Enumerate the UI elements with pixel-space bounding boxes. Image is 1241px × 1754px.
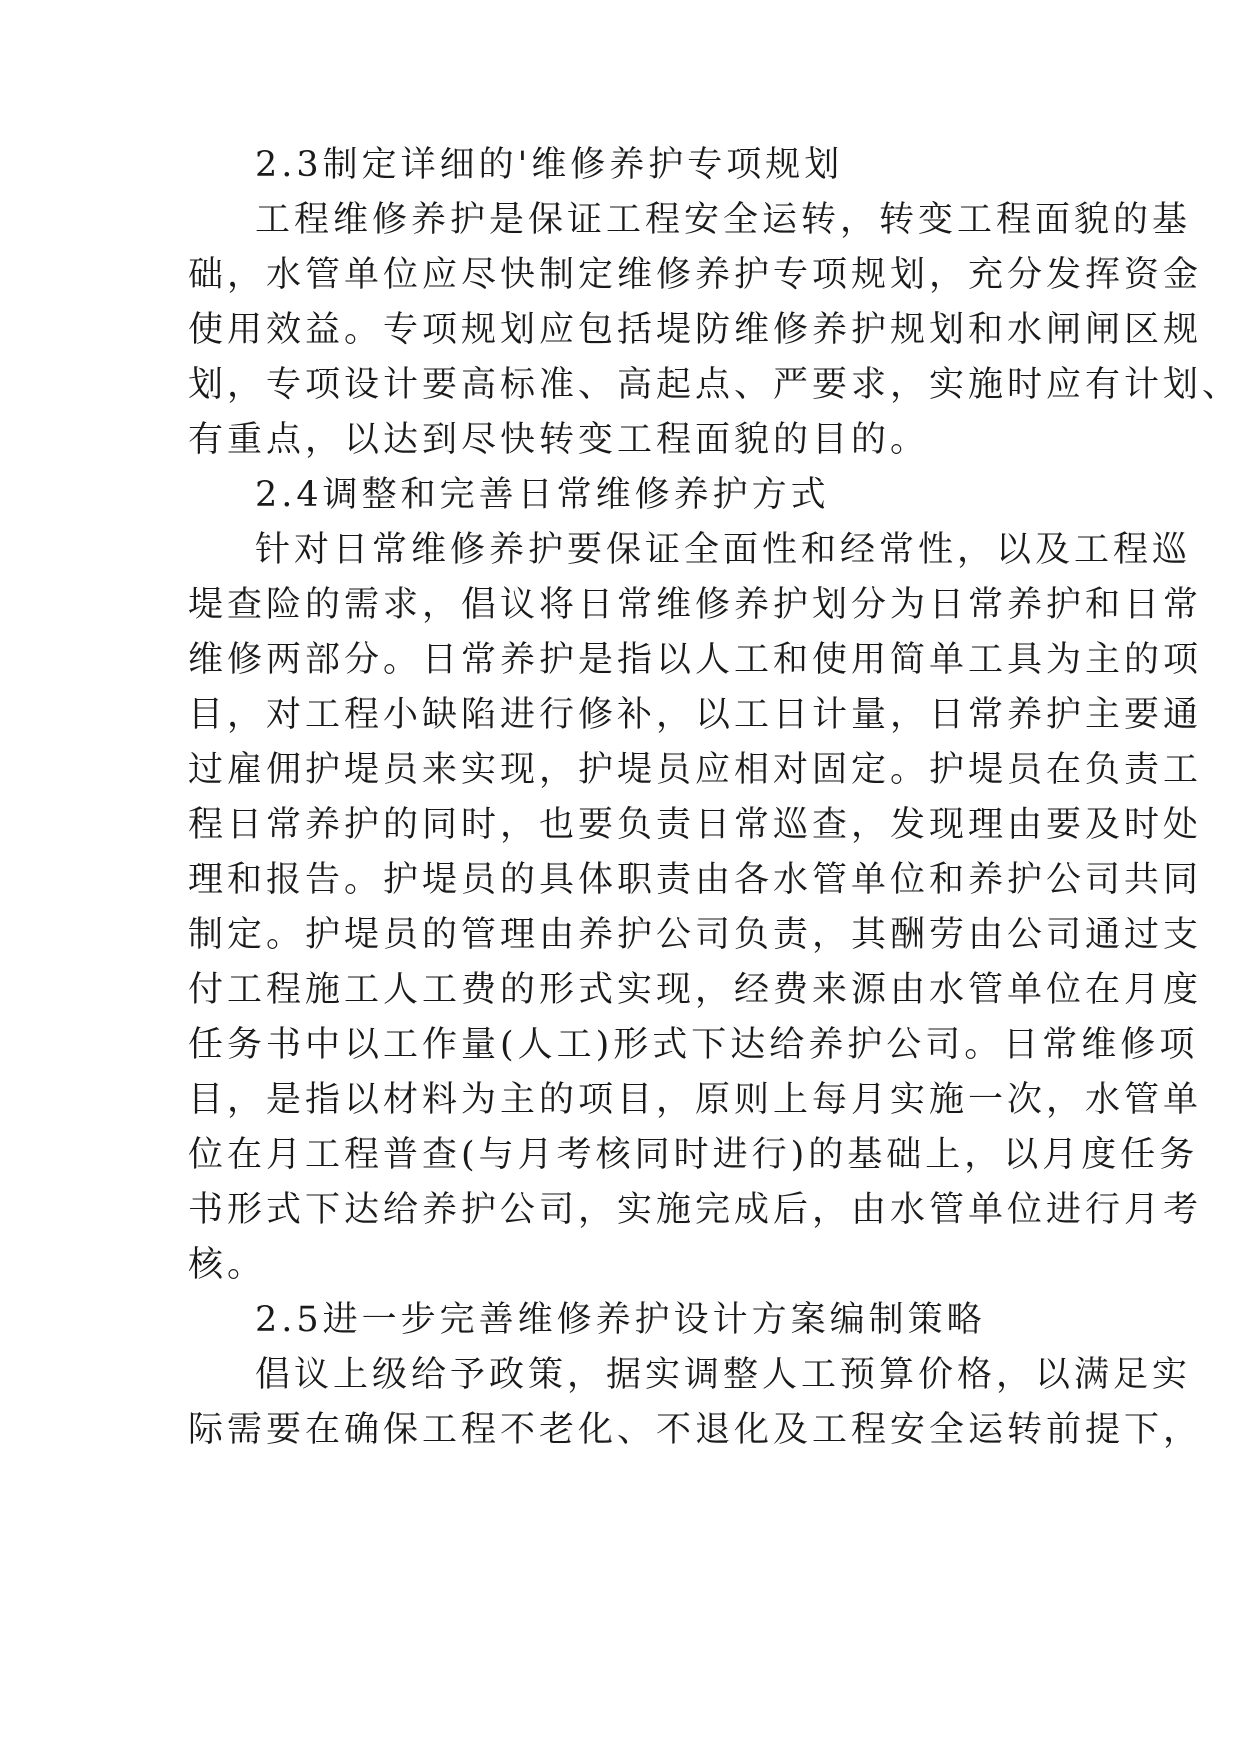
paragraph-line: 过雇佣护堤员来实现，护堤员应相对固定。护堤员在负责工 <box>188 750 1203 790</box>
paragraph-line: 工程维修养护是保证工程安全运转，转变工程面貌的基 <box>255 200 1192 240</box>
paragraph-line: 针对日常维修养护要保证全面性和经常性，以及工程巡 <box>255 530 1192 570</box>
paragraph-line: 任务书中以工作量(人工)形式下达给养护公司。日常维修项 <box>188 1025 1199 1065</box>
paragraph-line: 维修两部分。日常养护是指以人工和使用简单工具为主的项 <box>188 640 1203 680</box>
section-heading-2-5: 2.5进一步完善维修养护设计方案编制策略 <box>255 1300 986 1340</box>
paragraph-line: 理和报告。护堤员的具体职责由各水管单位和养护公司共同 <box>188 860 1203 900</box>
paragraph-line: 目，是指以材料为主的项目，原则上每月实施一次，水管单 <box>188 1080 1203 1120</box>
paragraph-line: 划，专项设计要高标准、高起点、严要求，实施时应有计划、 <box>188 365 1241 405</box>
paragraph-line: 目，对工程小缺陷进行修补，以工日计量，日常养护主要通 <box>188 695 1203 735</box>
paragraph-line: 础，水管单位应尽快制定维修养护专项规划，充分发挥资金 <box>188 255 1203 295</box>
paragraph-line: 有重点，以达到尽快转变工程面貌的目的。 <box>188 420 930 460</box>
section-heading-2-3: 2.3制定详细的'维修养护专项规划 <box>255 145 844 185</box>
paragraph-line: 际需要在确保工程不老化、不退化及工程安全运转前提下， <box>188 1410 1203 1450</box>
section-heading-2-4: 2.4调整和完善日常维修养护方式 <box>255 475 830 515</box>
paragraph-line: 堤查险的需求，倡议将日常维修养护划分为日常养护和日常 <box>188 585 1203 625</box>
paragraph-line: 倡议上级给予政策，据实调整人工预算价格，以满足实 <box>255 1355 1192 1395</box>
paragraph-line: 制定。护堤员的管理由养护公司负责，其酬劳由公司通过支 <box>188 915 1203 955</box>
paragraph-line: 程日常养护的同时，也要负责日常巡查，发现理由要及时处 <box>188 805 1203 845</box>
paragraph-line: 核。 <box>188 1245 267 1285</box>
paragraph-line: 使用效益。专项规划应包括堤防维修养护规划和水闸闸区规 <box>188 310 1203 350</box>
paragraph-line: 付工程施工人工费的形式实现，经费来源由水管单位在月度 <box>188 970 1203 1010</box>
paragraph-line: 位在月工程普查(与月考核同时进行)的基础上，以月度任务 <box>188 1135 1199 1175</box>
paragraph-line: 书形式下达给养护公司，实施完成后，由水管单位进行月考 <box>188 1190 1203 1230</box>
